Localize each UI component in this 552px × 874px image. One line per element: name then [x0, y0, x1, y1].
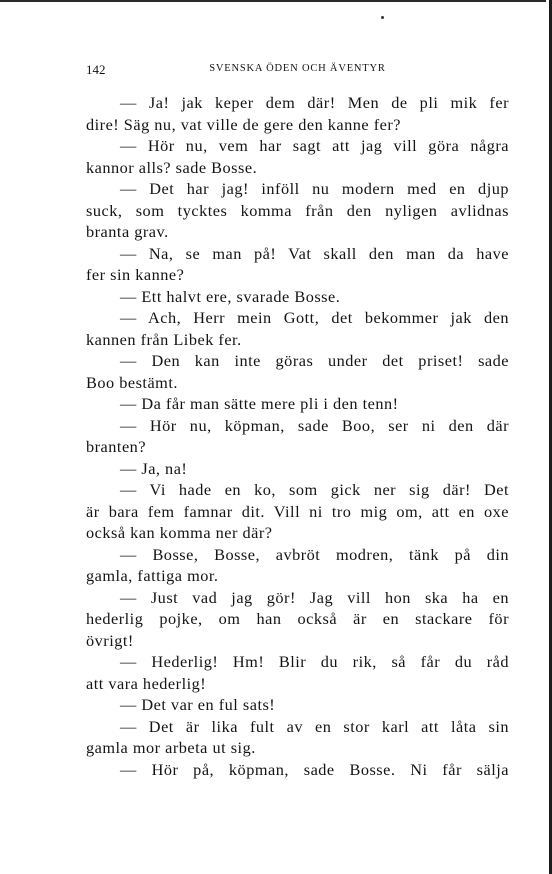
text-line: kannor alls? sade Bosse. [86, 157, 258, 177]
text-line: — Det var en ful sats! [120, 695, 276, 714]
text-line: — Det är lika fult av en stor karl att låta sin [120, 716, 509, 736]
running-head: SVENSKA ÖDEN OCH ÄVENTYR [209, 63, 386, 74]
text-line: — Hör på, köpman, sade Bosse. Ni får sälja [120, 759, 509, 779]
ink-speck [381, 16, 384, 19]
page-header [86, 62, 509, 78]
text-line: fer sin kanne? [86, 265, 185, 284]
text-line: — Na, se man på! Vat skall den man da have [120, 243, 509, 263]
text-line: — Vi hade en ko, som gick ner sig där! Det [120, 480, 509, 499]
text-line: att vara hederlig! [86, 673, 207, 693]
text-line: övrigt! [86, 630, 134, 650]
text-line: suck, som tycktes komma från den nyligen avlidnas [86, 200, 509, 220]
text-line: gamla, fattiga mor. [86, 566, 219, 585]
text-line: branta grav. [86, 222, 169, 241]
text-line: — Ja! jak keper dem där! Men de pli mik fer [120, 93, 509, 112]
text-line: också kan komma ner där? [86, 523, 273, 542]
text-line: hederlig pojke, om han också är en stackare för [86, 609, 509, 628]
text-line: — Ach, Herr mein Gott, det bekommer jak den [120, 308, 509, 327]
text-line: — Bosse, Bosse, avbröt modren, tänk på din [120, 544, 509, 564]
text-line: branten? [86, 437, 147, 456]
text-line: — Ja, na! [120, 458, 188, 478]
text-line: — Den kan inte göras under det priset! sade [120, 351, 509, 370]
text-line: — Det har jag! inföll nu modern med en djup [120, 179, 509, 198]
text-line: — Da får man sätte mere pli i den tenn! [120, 394, 399, 413]
text-line: dire! Säg nu, vat ville de gere den kanne fer? [86, 114, 402, 134]
text-line: — Hör nu, vem har sagt att jag vill göra några [120, 136, 509, 155]
text-line: är bara fem famnar dit. Vill ni tro mig om, att en oxe [86, 501, 509, 521]
text-line: — Hederlig! Hm! Blir du rik, så får du råd [120, 652, 509, 671]
top-edge-rule [0, 0, 546, 2]
text-line: — Ett halvt ere, svarade Bosse. [120, 286, 341, 306]
text-line: Boo bestämt. [86, 372, 178, 392]
page-number: 142 [86, 62, 106, 77]
text-line: kannen från Libek fer. [86, 329, 242, 349]
text-line: — Hör nu, köpman, sade Boo, ser ni den där [120, 415, 509, 435]
text-line: — Just vad jag gör! Jag vill hon ska ha en [120, 587, 509, 607]
page-body [86, 92, 509, 780]
text-line: gamla mor arbeta ut sig. [86, 738, 256, 757]
